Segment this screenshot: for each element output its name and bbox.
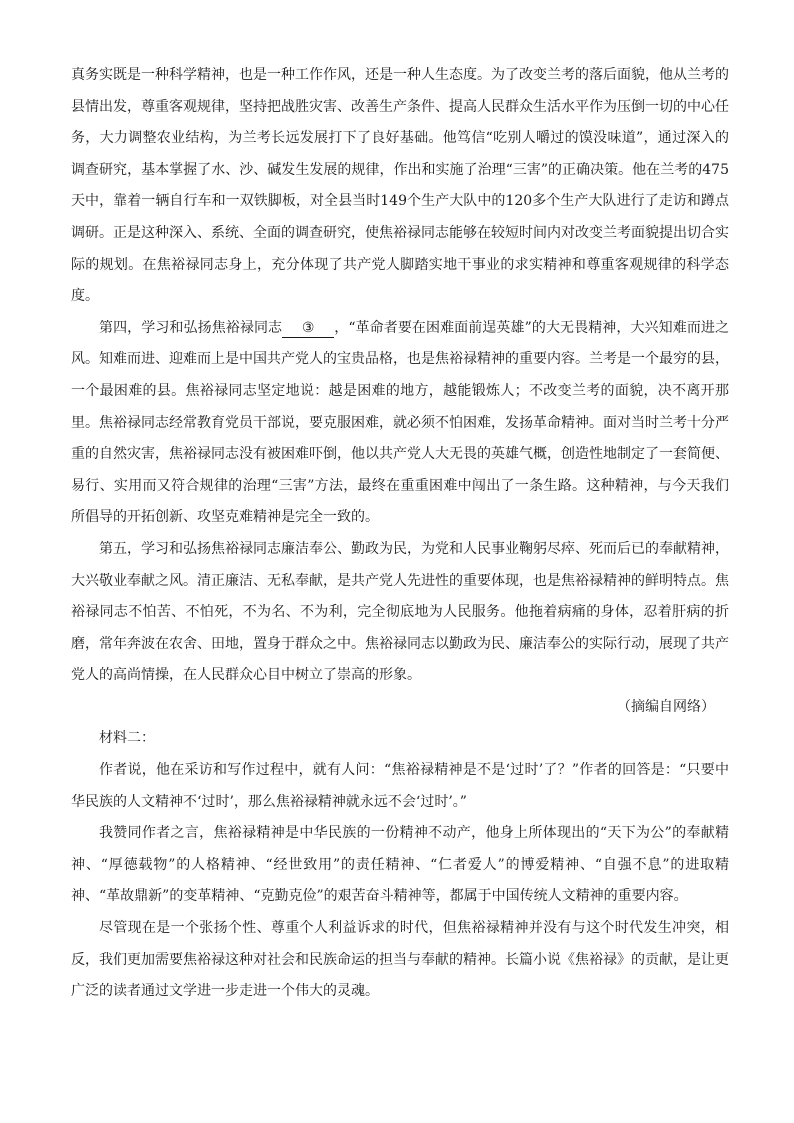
paragraph-agreement: 我赞同作者之言，焦裕禄精神是中华民族的一份精神不动产，他身上所体现出的“天下为公”的奉献精神、“厚德载物”的人格精神、“经世致用”的责任精神、“仁者爱人”的博爱精神、“自强不息”的进取精神、“革故鼎新”的变革精神、“克勤克俭”的艰苦奋斗精神等，都属于中国传统人文精神的重要内容。 [71,825,729,905]
document-page [71,60,729,1008]
fill-in-blank-3: ③ [282,319,334,338]
paragraph-fourth-lead: 第四，学习和弘扬焦裕禄同志 [99,319,283,336]
paragraph-fourth-body: ，“革命者要在困难面前逞英雄”的大无畏精神，大兴知难而进之风。知难而进、迎难而上是中国共产党人的宝贵品格，也是焦裕禄精神的重要内容。兰考是一个最穷的县，一个最困难的县。焦裕禄同志坚定地说：越是困难的地方，越能锻炼人；不改变兰考的面貌，决不离开那里。焦裕禄同志经常教育党员干部说，要克服困难，就必须不怕困难，发扬革命精神。面对当时兰考十分严重的自然灾害，焦裕禄同志没有被困难吓倒，他以共产党人大无畏的英雄气概，创造性地制定了一套简便、易行、实用而又符合规律的治理“三害”方法，最终在重重困难中闯出了一条生路。这种精神，与今天我们所倡导的开拓创新、攻坚克难精神是完全一致的。 [71,319,729,526]
paragraph-conclusion: 尽管现在是一个张扬个性、尊重个人利益诉求的时代，但焦裕禄精神并没有与这个时代发生冲突，相反，我们更加需要焦裕禄这种对社会和民族命运的担当与奉献的精神。长篇小说《焦裕禄》的贡献，是让更广泛的读者通过文学进一步走进一个伟大的灵魂。 [71,920,729,1000]
paragraph-seeking-truth: 真务实既是一种科学精神，也是一种工作作风，还是一种人生态度。为了改变兰考的落后面貌，他从兰考的县情出发，尊重客观规律，坚持把战胜灾害、改善生产条件、提高人民群众生活水平作为压倒一切的中心任务，大力调整农业结构，为兰考长远发展打下了良好基础。他笃信“吃别人嚼过的馍没味道”，通过深入的调查研究，基本掌握了水、沙、碱发生发展的规律，作出和实施了治理“三害”的正确决策。他在兰考的475天中，靠着一辆自行车和一双铁脚板，对全县当时149个生产大队中的120多个生产大队进行了走访和蹲点调研。正是这种深入、系统、全面的调查研究，使焦裕禄同志能够在较短时间内对改变兰考面貌提出切合实际的规划。在焦裕禄同志身上，充分体现了共产党人脚踏实地干事业的求实精神和尊重客观规律的科学态度。 [71,67,729,305]
paragraph-author-quote: 作者说，他在采访和写作过程中，就有人问：“焦裕禄精神是不是‘过时’了？”作者的回答是：“只要中华民族的人文精神不‘过时’，那么焦裕禄精神就永远不会‘过时’。” [71,762,729,810]
material-two-label: 材料二： [99,730,155,747]
source-note: （摘编自网络） [617,698,715,715]
paragraph-fourth [71,313,729,534]
paragraph-fifth: 第五，学习和弘扬焦裕禄同志廉洁奉公、勤政为民，为党和人民事业鞠躬尽瘁、死而后已的奉献精神，大兴敬业奉献之风。清正廉洁、无私奉献，是共产党人先进性的重要体现，也是焦裕禄精神的鲜明特点。焦裕禄同志不怕苦、不怕死，不为名、不为利，完全彻底地为人民服务。他拖着病痛的身体，忍着肝病的折磨，常年奔波在农舍、田地，置身于群众之中。焦裕禄同志以勤政为民、廉洁奉公的实际行动，展现了共产党人的高尚情操，在人民群众心目中树立了崇高的形象。 [71,540,729,684]
